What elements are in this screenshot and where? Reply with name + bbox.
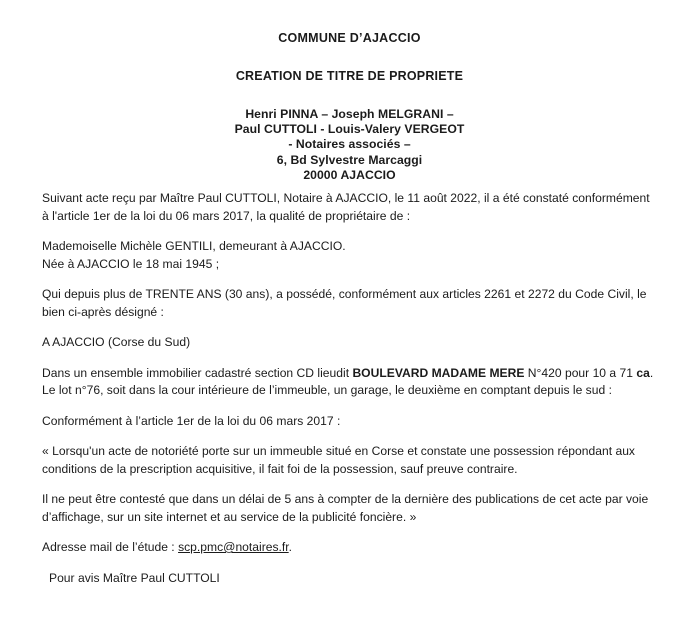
paragraph-possession-duration: Qui depuis plus de TRENTE ANS (30 ans), a possédé, conformément aux articles 2261 et 2272 du Code Civil, le bien ci-après désigné : bbox=[42, 287, 647, 319]
commune-title: COMMUNE D’AJACCIO bbox=[278, 31, 421, 45]
email-trailing-period: . bbox=[288, 540, 293, 554]
paragraph-act-reception: Suivant acte reçu par Maître Paul CUTTOLI, Notaire à AJACCIO, le 11 août 2022, il a été constaté conformément à l'article 1er de la loi du 06 mars 2017, la qualité de propriétaire de : bbox=[42, 191, 650, 223]
document-body bbox=[42, 190, 655, 587]
cadastral-street-name: BOULEVARD MADAME MERE bbox=[352, 365, 525, 380]
notaries-block bbox=[0, 107, 699, 183]
owner-name-line: Mademoiselle Michèle GENTILI, demeurant à AJACCIO. bbox=[42, 239, 346, 253]
paragraph-law-reference: Conformément à l’article 1er de la loi du 06 mars 2017 : bbox=[42, 413, 341, 428]
paragraph-signature-notice: Pour avis Maître Paul CUTTOLI bbox=[49, 570, 220, 585]
paragraph-owner-identity bbox=[42, 238, 655, 256]
email-label: Adresse mail de l’étude : bbox=[42, 540, 179, 554]
cadastral-area-unit: ca bbox=[636, 365, 650, 380]
paragraph-location: A AJACCIO (Corse du Sud) bbox=[42, 335, 191, 349]
act-title: CREATION DE TITRE DE PROPRIETE bbox=[235, 69, 464, 83]
owner-birth-line: Née à AJACCIO le 18 mai 1945 ; bbox=[42, 256, 220, 271]
notary-line-3: - Notaires associés – bbox=[288, 137, 411, 152]
notary-line-2: Paul CUTTOLI - Louis-Valery VERGEOT bbox=[234, 122, 465, 137]
paragraph-law-quote-part2: Il ne peut être contesté que dans un délai de 5 ans à compter de la dernière des publications de cet acte par voie d’affichage, sur un site internet et au service de la publicité foncière. » bbox=[42, 492, 649, 524]
paragraph-cadastral-description bbox=[42, 365, 655, 400]
paragraph-owner-birth bbox=[42, 256, 655, 274]
email-link[interactable]: scp.pmc@notaires.fr bbox=[178, 540, 289, 554]
document-header bbox=[0, 0, 699, 183]
cadastral-prefix: Dans un ensemble immobilier cadastré section CD lieudit bbox=[42, 365, 353, 380]
paragraph-law-quote-part1: « Lorsqu'un acte de notoriété porte sur un immeuble situé en Corse et constate une possession répondant aux conditions de la prescription acquisitive, il fait foi de la possession, sauf preuve contraire. bbox=[42, 444, 635, 476]
notary-line-1: Henri PINNA – Joseph MELGRANI – bbox=[245, 107, 454, 121]
paragraph-email-address bbox=[42, 539, 655, 557]
cadastral-number-area: N°420 pour 10 a 71 bbox=[524, 365, 637, 380]
cadastral-lot-detail: . Le lot n°76, soit dans la cour intérieure de l’immeuble, un garage, le deuxième en comptant depuis le sud : bbox=[42, 365, 654, 397]
notary-address-street: 6, Bd Sylvestre Marcaggi bbox=[276, 152, 423, 167]
notary-address-city: 20000 AJACCIO bbox=[303, 167, 396, 182]
